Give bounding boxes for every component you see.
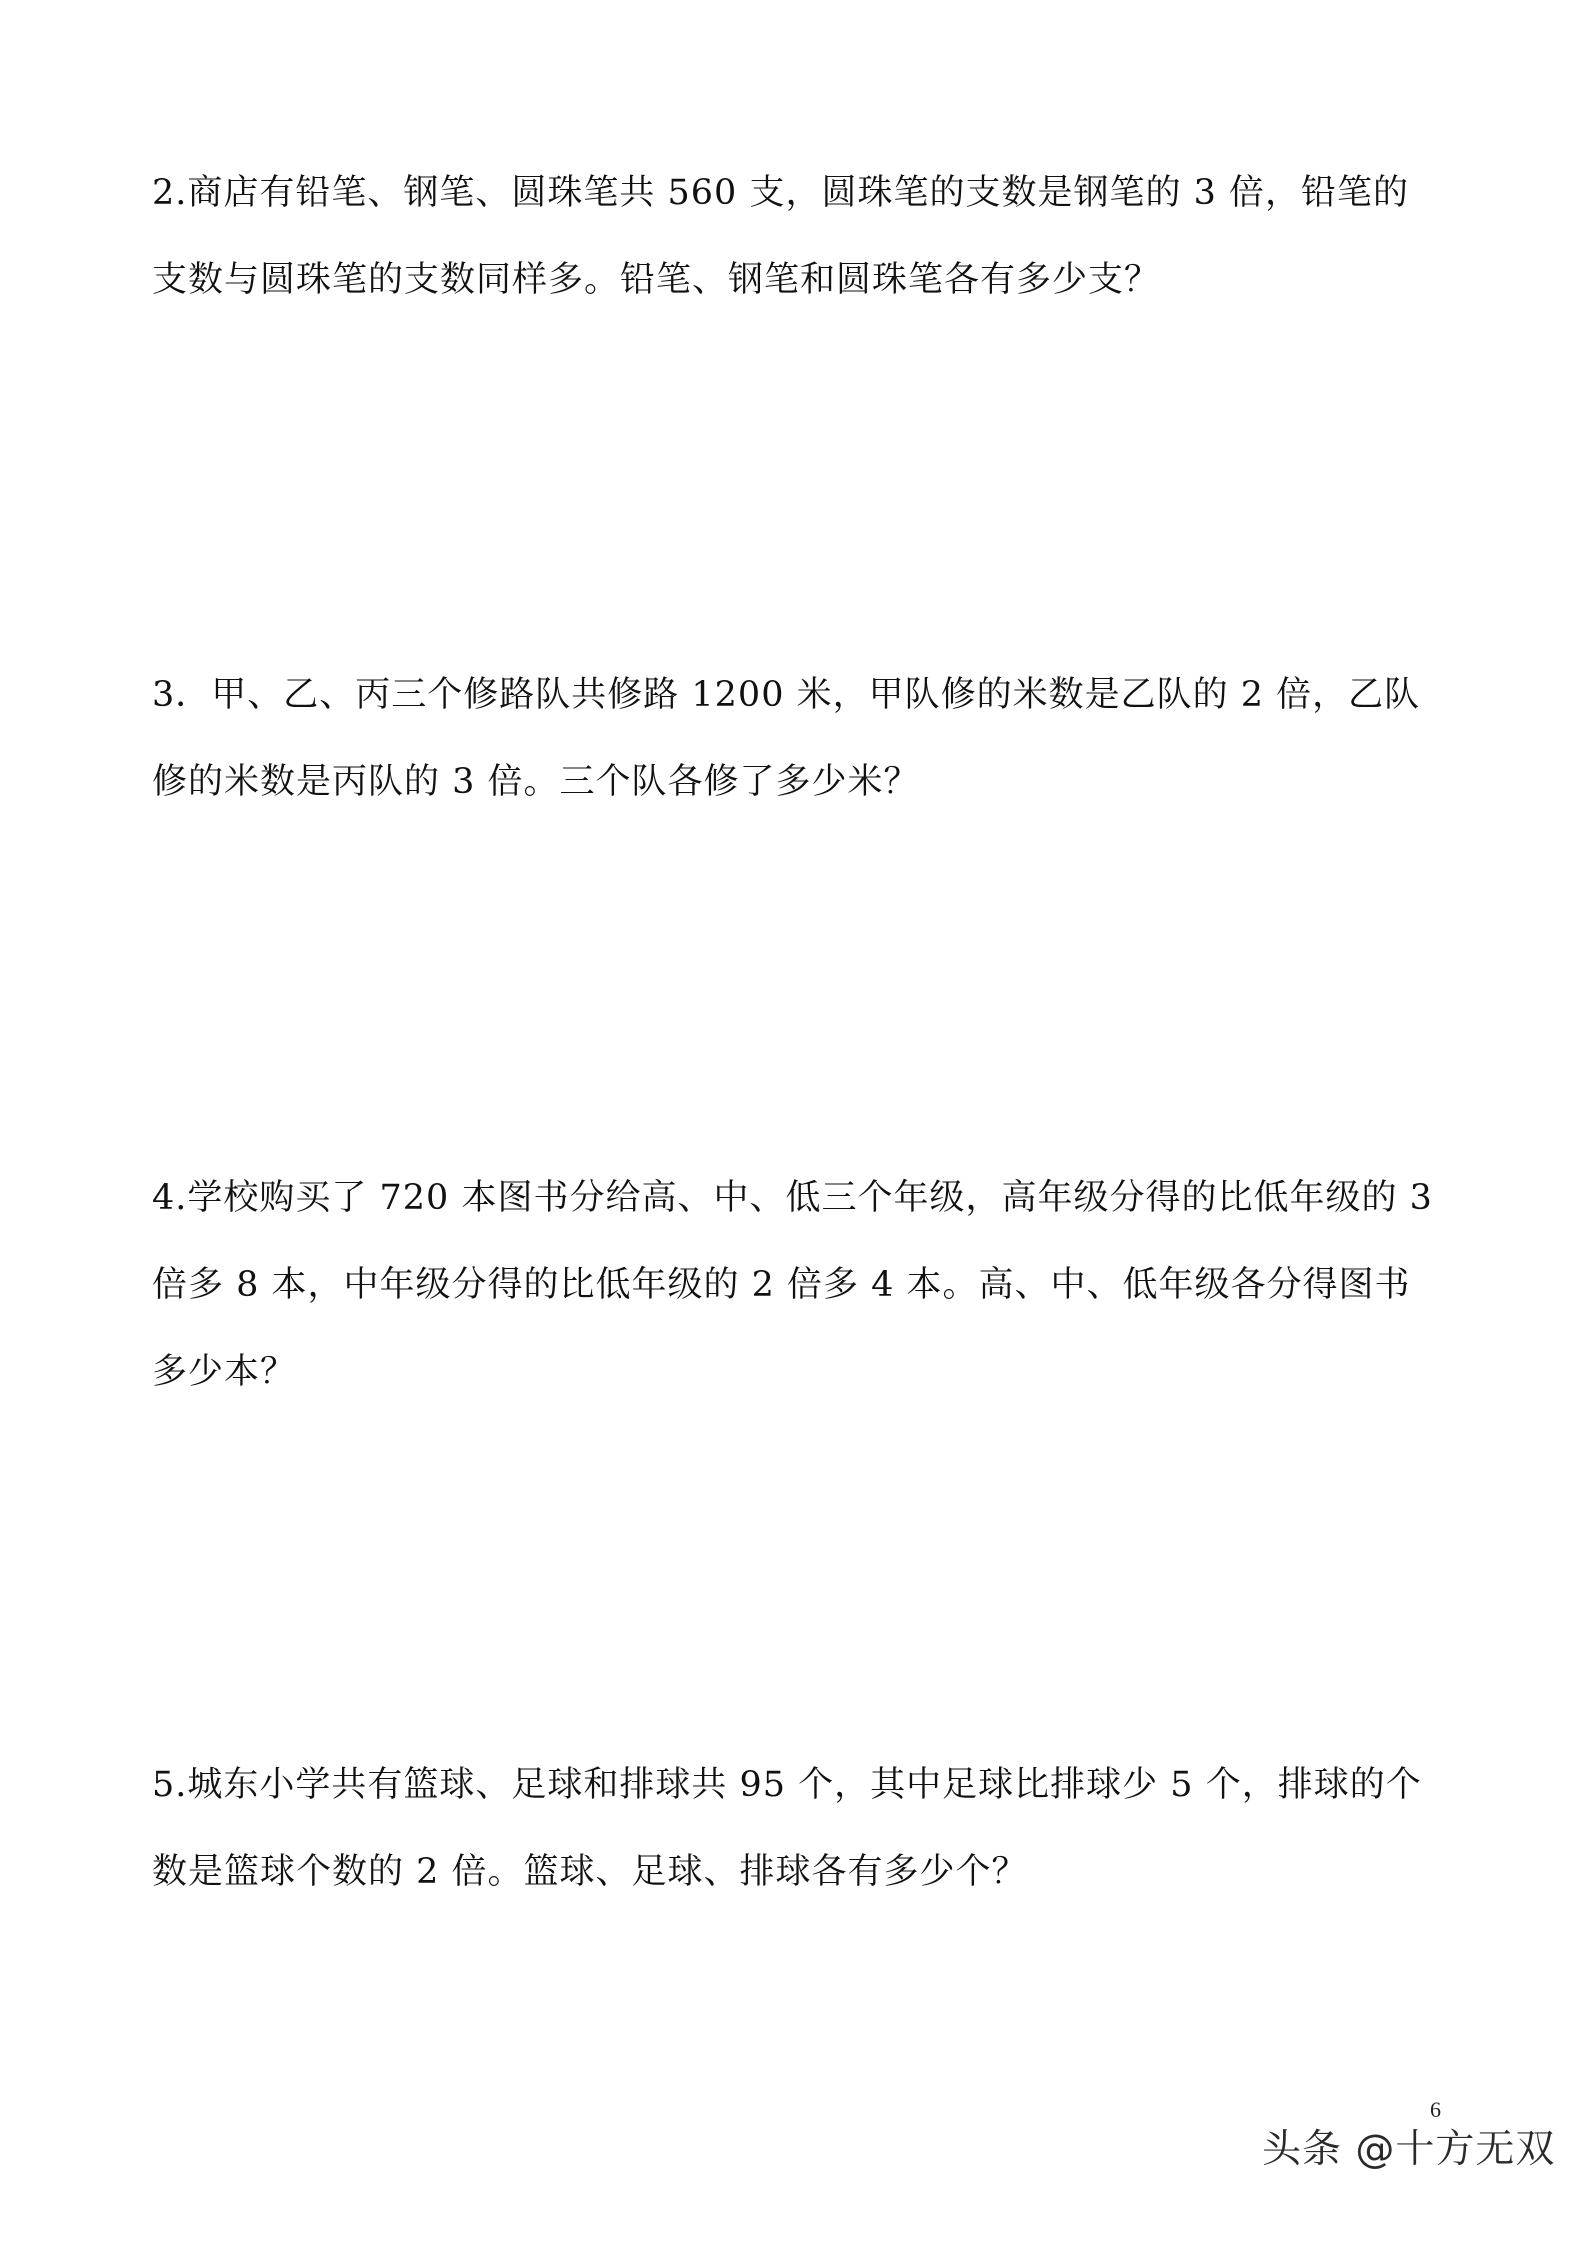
question-4 bbox=[152, 1155, 1452, 1416]
question-line: 支数与圆珠笔的支数同样多。铅笔、钢笔和圆珠笔各有多少支？ bbox=[152, 260, 1161, 300]
watermark: 头条 @十方无双 bbox=[1262, 2127, 1556, 2172]
question-line: 3．甲、乙、丙三个修路队共修路 1200 米，甲队修的米数是乙队的 2 倍，乙队 bbox=[152, 675, 1421, 715]
page-number: 6 bbox=[1430, 2097, 1441, 2122]
question-line: 倍多 8 本，中年级分得的比低年级的 2 倍多 4 本。高、中、低年级各分得图书 bbox=[152, 1265, 1411, 1305]
question-line: 2.商店有铅笔、钢笔、圆珠笔共 560 支，圆珠笔的支数是钢笔的 3 倍，铅笔的 bbox=[152, 173, 1409, 213]
question-line: 4.学校购买了 720 本图书分给高、中、低三个年级，高年级分得的比低年级的 3 bbox=[152, 1178, 1433, 1218]
question-line: 修的米数是丙队的 3 倍。三个队各修了多少米？ bbox=[152, 762, 920, 802]
question-line: 5.城东小学共有篮球、足球和排球共 95 个，其中足球比排球少 5 个，排球的个 bbox=[152, 1765, 1422, 1805]
question-3 bbox=[152, 652, 1452, 826]
question-line: 多少本？ bbox=[152, 1352, 297, 1392]
question-line: 数是篮球个数的 2 倍。篮球、足球、排球各有多少个？ bbox=[152, 1852, 1028, 1892]
question-5 bbox=[152, 1742, 1452, 1916]
question-2 bbox=[152, 150, 1452, 324]
